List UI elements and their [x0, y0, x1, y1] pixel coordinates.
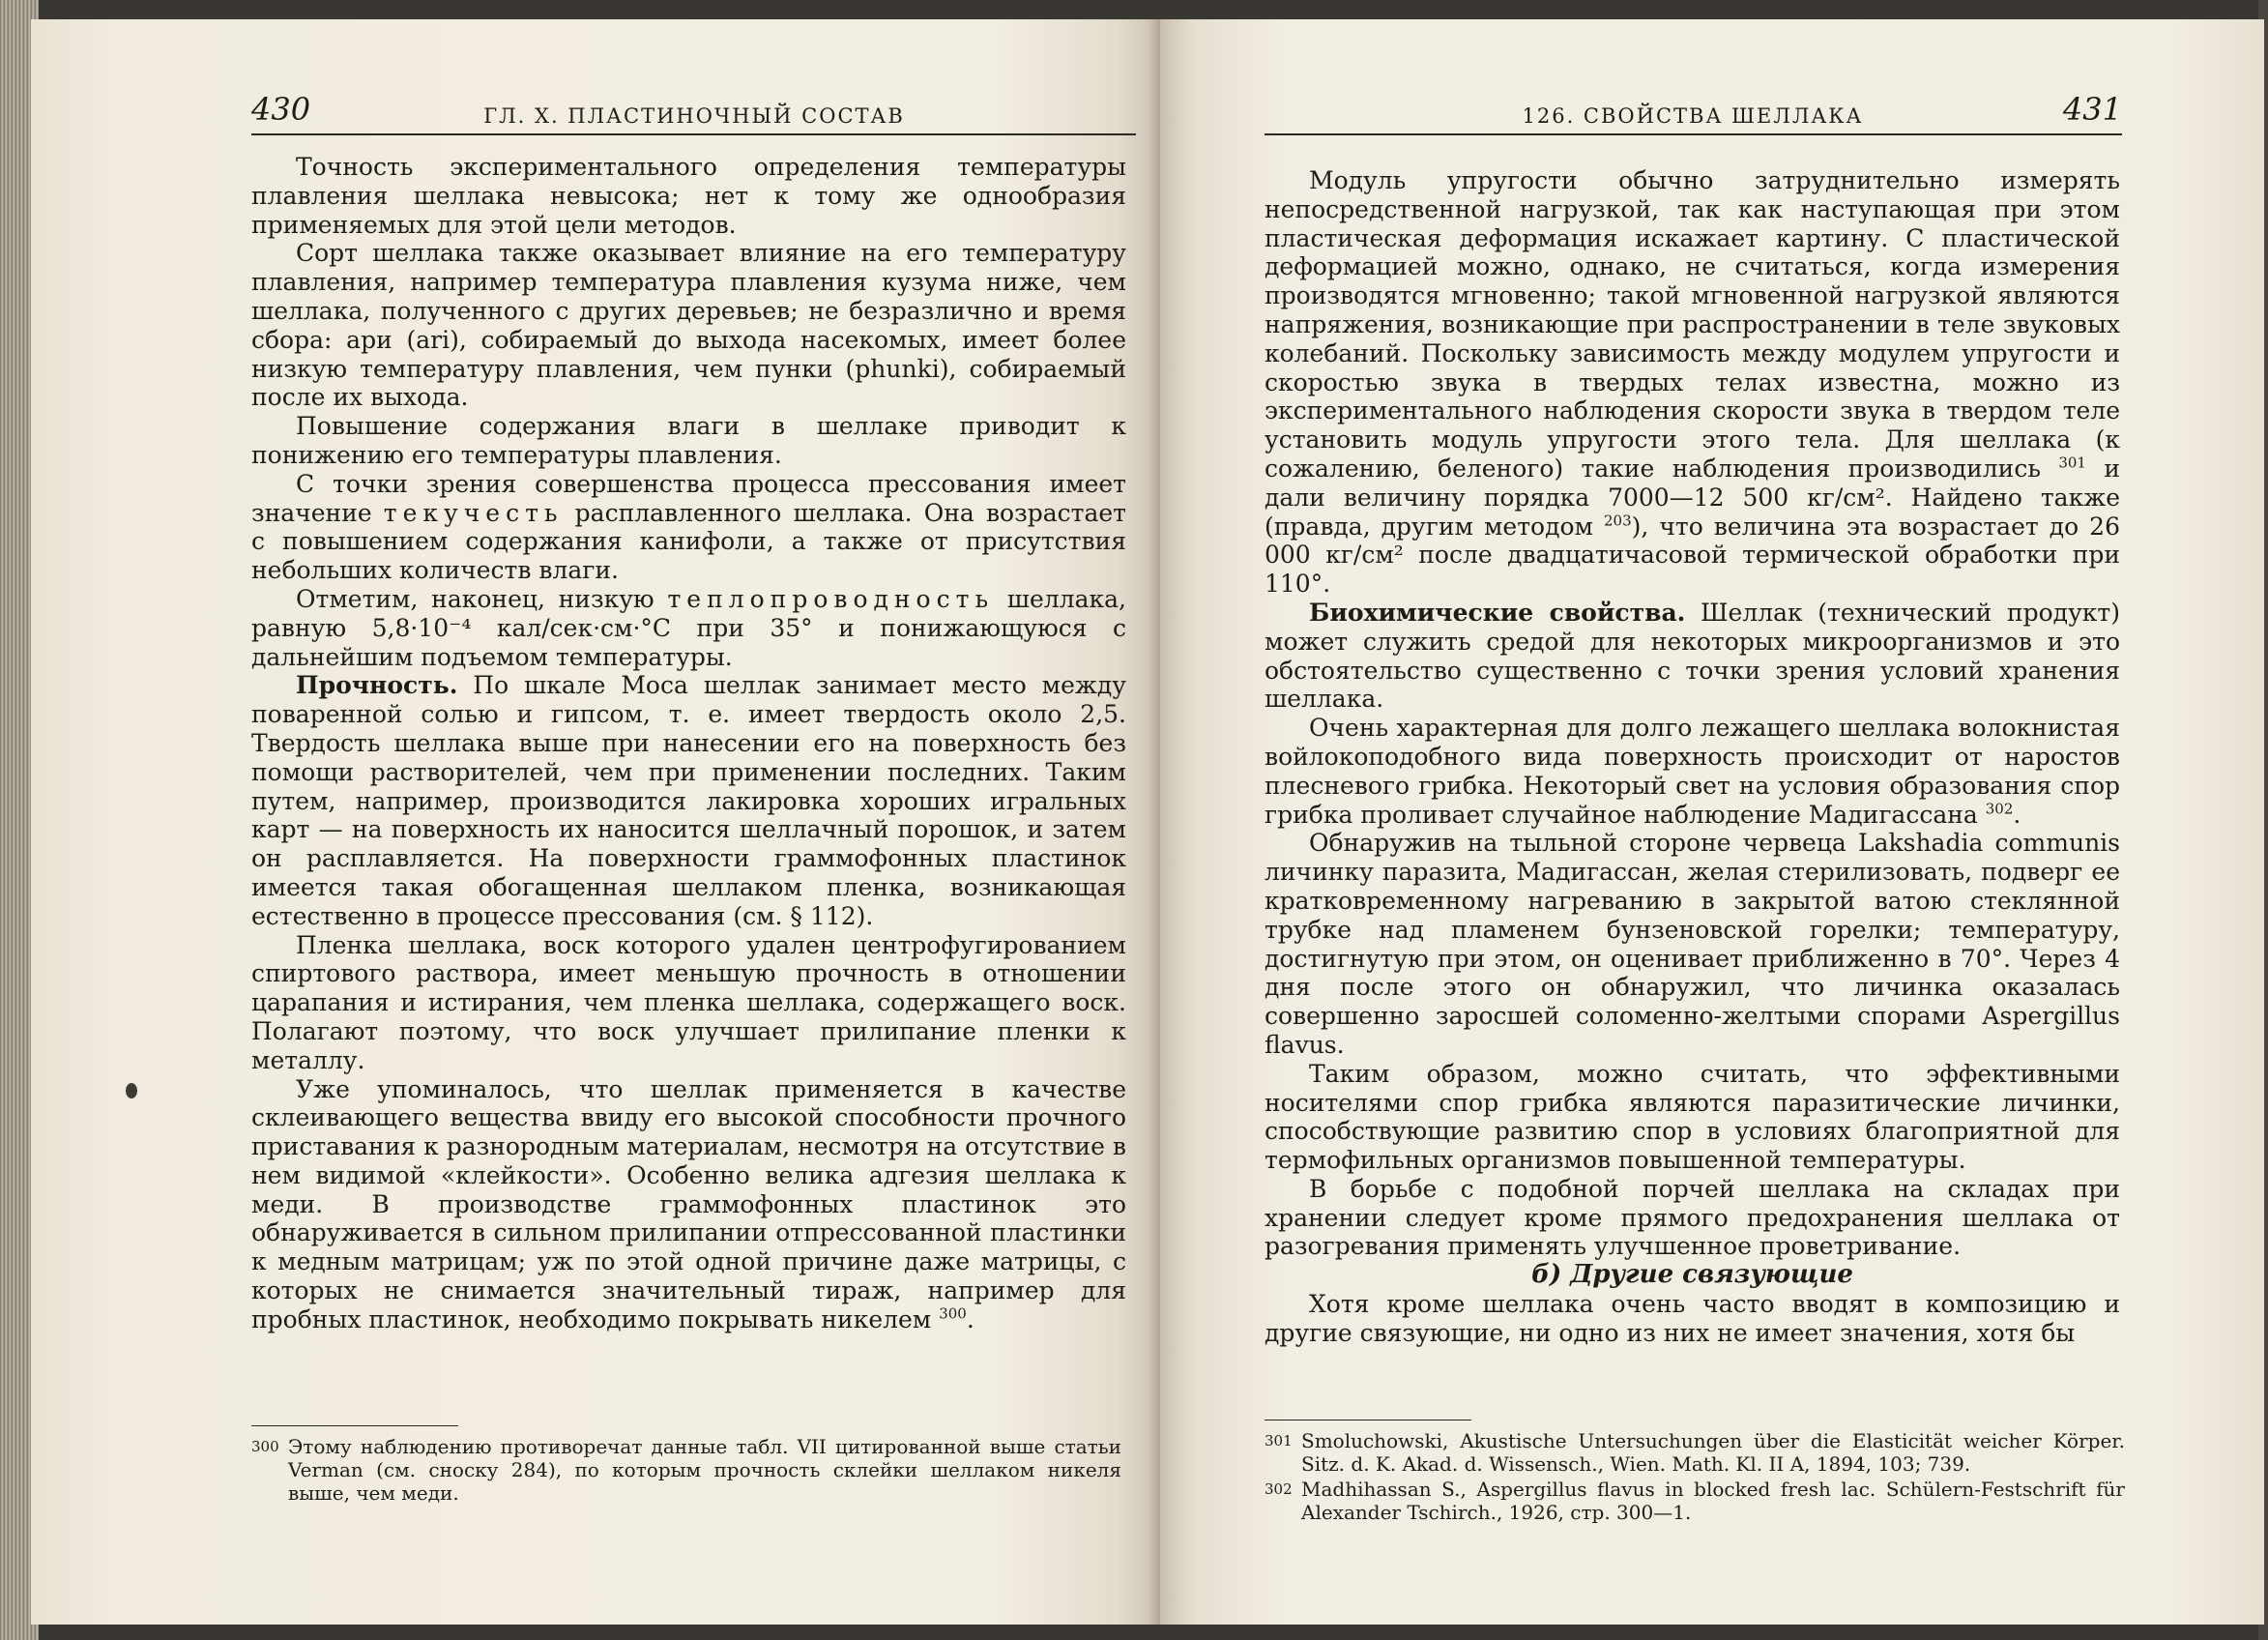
text-run: Уже упоминалось, что шеллак применяется в качестве склеивающего вещества ввиду его высокой способности прочного приставания к разнородным материалам, несмотря на отсутствие в нем видимой «клейкости». Особенно велика адгезия шеллака к меди. В производстве граммофонных пластинок это обнаруживается в сильном прилипании отпрессованной пластинки к медным матрицам; уж по этой одной причине даже матрицы, с которых не снимается значительный тираж, например для пробных пластинок, необходимо покрывать никелем [251, 1074, 1126, 1333]
left-footnotes [251, 1435, 1121, 1507]
text-run: С точки зрения совершенства процесса прессования имеет значение [251, 469, 1126, 527]
paragraph: Повышение содержания влаги в шеллаке приводит к понижению его температуры плавления. [251, 412, 1126, 469]
section-heading-strength: Прочность. [296, 671, 458, 700]
paragraph: Таким образом, можно считать, что эффективными носителями спор грибка являются паразитические личинки, способствующие развитию спор в условиях благоприятной для термофильных организмов повышенной температуры. [1265, 1059, 2120, 1175]
text-run: Очень характерная для долго лежащего шеллака волокнистая войлокоподобного вида поверхность происходит от наростов плесневого грибка. Некоторый свет на условия образования спор грибка проливает случайное наблюдение Мадигассана [1265, 714, 2120, 829]
footnote [251, 1435, 1121, 1505]
subsection-heading: б) Другие связующие [1531, 1260, 1853, 1290]
paragraph: Уже упоминалось, что шеллак применяется в качестве склеивающего вещества ввиду его высокой способности прочного приставания к разнородным материалам, несмотря на отсутствие в нем видимой «клейкости». Особенно велика адгезия шеллака к меди. В производстве граммофонных пластинок это обнаруживается в сильном прилипании отпрессованной пластинки к медным матрицам; уж по этой одной причине даже матрицы, с которых не снимается значительный тираж, например для пробных пластинок, необходимо покрывать никелем $^{300}$. [251, 1074, 1126, 1333]
emphasized-term: текучесть [383, 498, 564, 527]
right-body-text [1265, 166, 2120, 1348]
footnote-rule [251, 1425, 458, 1426]
paragraph: Пленка шеллака, воск которого удален центрофугированием спиртового раствора, имеет меньшую прочность в отношении царапания и истирания, чем пленка шеллака, содержащего воск. Полагают поэтому, что воск улучшает прилипание пленки к металлу. [251, 930, 1126, 1074]
footnote-text: Smoluchowski, Akustische Untersuchungen über die Elasticität weicher Körper. Sitz. d. K. Akad. d. Wissensch., Wien. Math. Kl. II A, 1894, 103; 739. [1301, 1429, 2125, 1476]
right-running-head: 126. СВОЙСТВА ШЕЛЛАКА [1522, 104, 1864, 128]
footnote-ref: 302 [1985, 800, 2014, 818]
text-run: Отметим, наконец, низкую [296, 584, 654, 613]
section-heading-biochem: Биохимические свойства. [1309, 598, 1686, 627]
left-body-text [251, 153, 1126, 1334]
text-run: расплавленного шеллака. Она возрастает с повышением содержания канифоли, а также от присутствия небольших количеств влаги. [251, 498, 1126, 585]
right-footnotes [1265, 1429, 2125, 1526]
paragraph [251, 585, 1126, 671]
paragraph [251, 671, 1126, 930]
text-run: ), что величина эта возрастает до 26 000 кг/см² после двадцатичасовой термической обработки при 110°. [1265, 512, 2120, 599]
left-page-number: 430 [251, 91, 311, 128]
text-run: По шкале Моса шеллак занимает место между поваренной солью и гипсом, т. е. имеет твердость около 2,5. Твердость шеллака выше при нанесении его на поверхность без помощи растворителей, чем при применении последних. Таким путем, например, производится лакировка хороших игральных карт — на поверхность их наносится шеллачный порошок, и затем он расплавляется. На поверхности граммофонных пластинок имеется такая обогащенная шеллаком пленка, возникающая естественно в процессе прессования (см. § 112). [251, 671, 1126, 930]
footnote-ref: 300 [939, 1304, 967, 1323]
right-page-number: 431 [2062, 91, 2122, 128]
paragraph: Сорт шеллака также оказывает влияние на его температуру плавления, например температура плавления кузума ниже, чем шеллака, полученного с других деревьев; не безразлично и время сбора: ари (ari), собираемый до выхода насекомых, имеет более низкую температуру плавления, чем пунки (phunki), собираемый после их выхода. [251, 239, 1126, 412]
paragraph: Обнаружив на тыльной стороне червеца Lakshadia communis личинку паразита, Мадигассан, желая стерилизовать, подверг ее кратковременному нагреванию в закрытой ватою стеклянной трубке над пламенем бунзеновской горелки; температуру, достигнутую при этом, он оценивает приближенно в 70°. Через 4 дня после этого он обнаружил, что личинка оказалась совершенно заросшей соломенно-желтыми спорами Aspergillus flavus. [1265, 829, 2120, 1059]
footnote [1265, 1429, 2125, 1476]
emphasized-term: теплопроводность [667, 584, 995, 613]
text-run: . [2013, 800, 2021, 829]
footnote-ref: 203 [1604, 512, 1632, 530]
ink-blot [126, 1083, 137, 1098]
paragraph [251, 470, 1126, 585]
left-running-head: ГЛ. X. ПЛАСТИНОЧНЫЙ СОСТАВ [483, 104, 905, 128]
paragraph [1265, 599, 2120, 714]
footnote-text: Этому наблюдению противоречат данные табл. VII цитированной выше статьи Verman (см. сноску 284), по которым прочность склейки шеллаком никеля выше, чем меди. [288, 1435, 1121, 1505]
paragraph: Точность экспериментального определения температуры плавления шеллака невысока; нет к тому же однообразия применяемых для этой цели методов. [251, 153, 1126, 239]
left-page [31, 19, 1162, 1625]
paragraph [1265, 166, 2120, 599]
text-run: шеллака, равную 5,8·10⁻⁴ кал/сек·см·°С при 35° и понижающуюся с дальнейшим подъемом температуры. [251, 584, 1126, 671]
footnote-number: 301 [1265, 1432, 1293, 1450]
text-run: Модуль упругости обычно затруднительно измерять непосредственной нагрузкой, так как наступающая при этом пластическая деформация искажает картину. С пластической деформацией можно, однако, не считаться, когда измерения производятся мгновенно; такой мгновенной нагрузкой являются напряжения, возникающие при распространении в теле звуковых колебаний. Поскольку зависимость между модулем упругости и скоростью звука в твердых телах известна, можно из экспериментального наблюдения скорости звука в твердом теле установить модуль упругости этого тела. Для шеллака (к сожалению, беленого) такие наблюдения производились [1265, 166, 2120, 483]
right-page-header [1265, 77, 2122, 135]
text-run: и дали величину порядка 7000—12 500 кг/см². Найдено также (правда, другим методом [1265, 454, 2120, 541]
footnote [1265, 1478, 2125, 1524]
right-page [1160, 19, 2264, 1625]
paragraph: В борьбе с подобной порчей шеллака на складах при хранении следует кроме прямого предохранения шеллака от разогревания применять улучшенное проветривание. [1265, 1174, 2120, 1261]
footnote-number: 302 [1265, 1480, 1293, 1498]
footnote-text: Madhihassan S., Aspergillus flavus in blocked fresh lac. Schülern-Festschrift für Alexander Tschirch., 1926, стр. 300—1. [1301, 1478, 2125, 1524]
text-run: Шеллак (технический продукт) может служить средой для некоторых микроорганизмов и это обстоятельство существенно с точки зрения условий хранения шеллака. [1265, 598, 2120, 714]
left-page-header [251, 77, 1136, 135]
paragraph [1265, 714, 2120, 829]
footnote-number: 300 [251, 1438, 279, 1455]
footnote-ref: 301 [2058, 454, 2086, 472]
paragraph: Хотя кроме шеллака очень часто вводят в композицию и другие связующие, ни одно из них не имеет значения, хотя бы [1265, 1290, 2120, 1347]
